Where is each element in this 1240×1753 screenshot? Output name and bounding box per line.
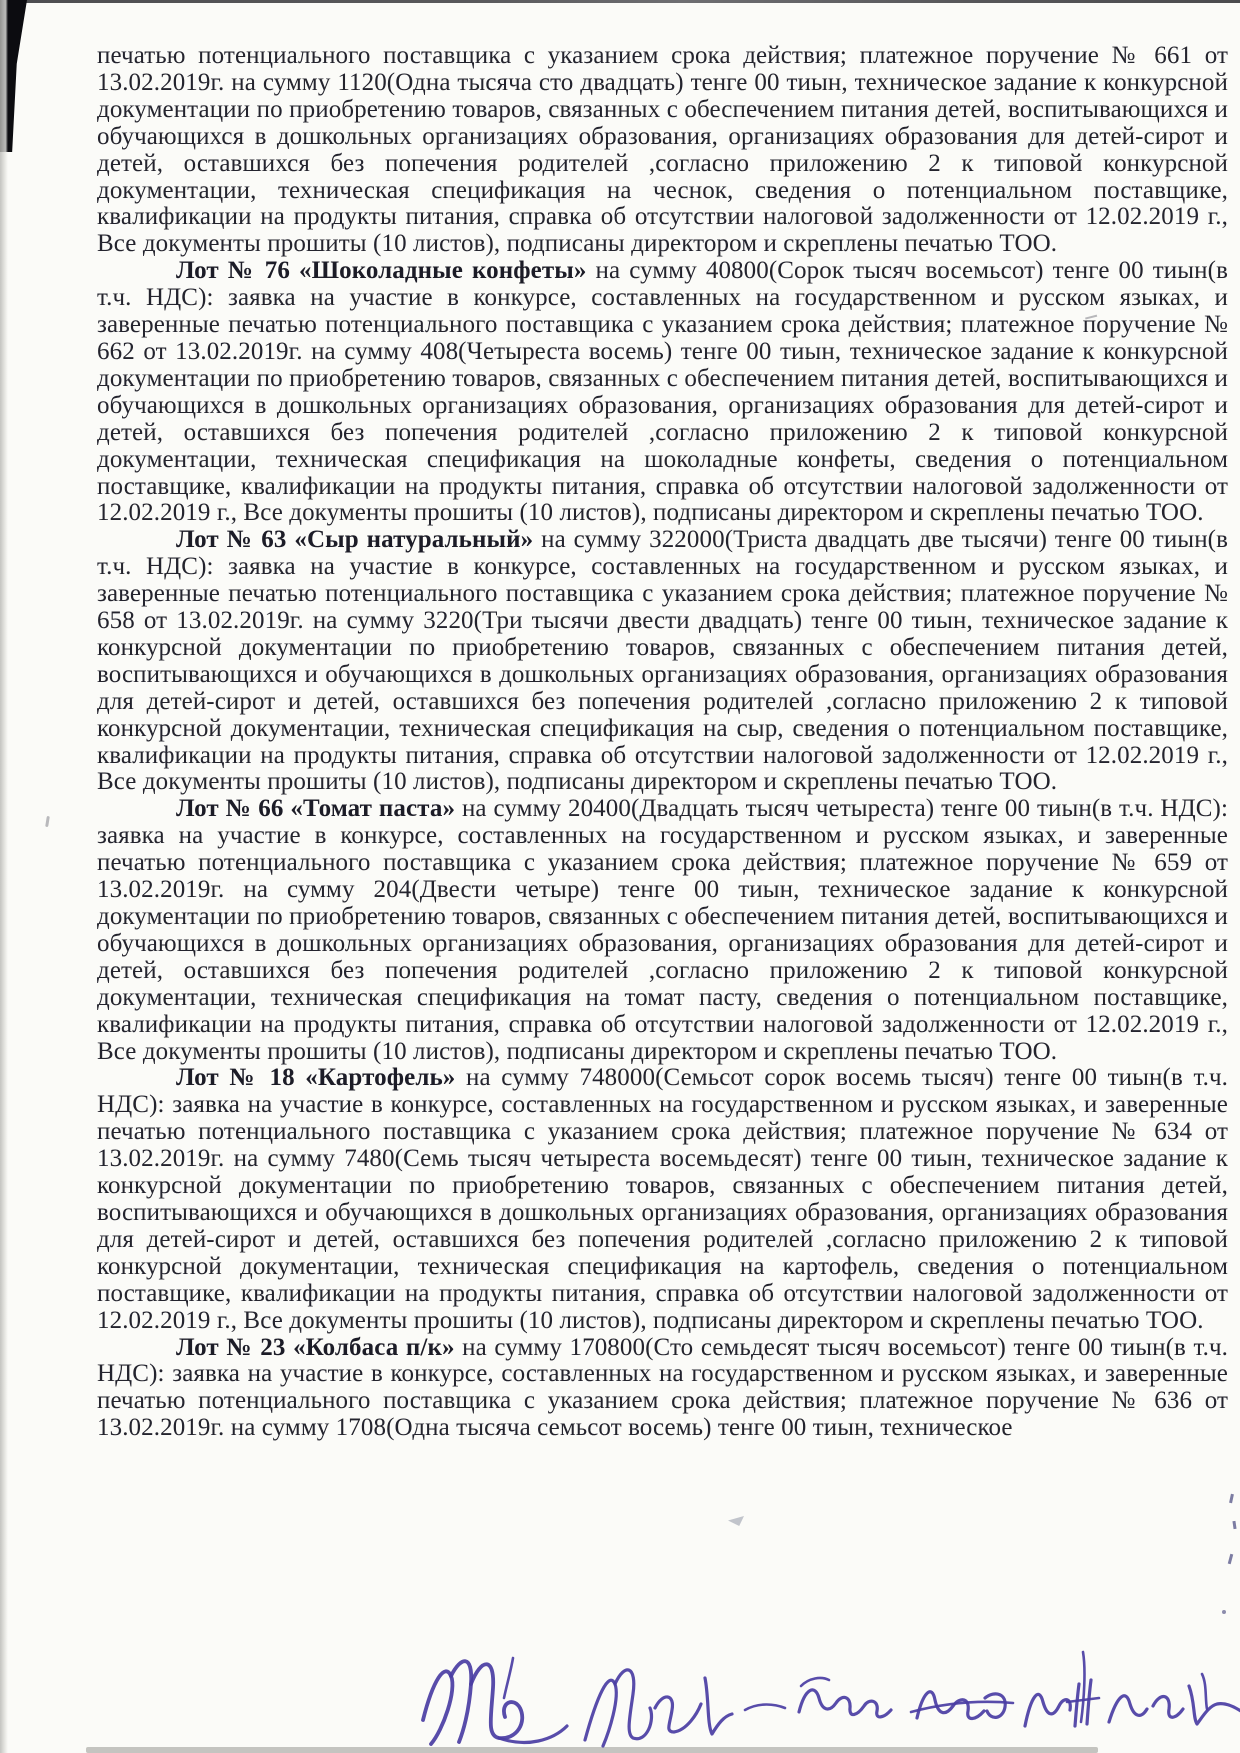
lot-heading: Лот № 76 «Шоколадные конфеты»	[176, 257, 587, 285]
scan-artifact-bottom-edge	[86, 1747, 1098, 1753]
paragraph-lot-76-chocolate	[97, 258, 1228, 527]
paragraph-continuation-garlic	[97, 43, 1228, 258]
signature-1	[423, 1661, 567, 1744]
lot-heading: Лот № 63 «Сыр натуральный»	[176, 526, 534, 554]
paragraph-lot-18-potato	[97, 1065, 1228, 1334]
paragraph-lot-63-cheese	[97, 527, 1228, 796]
scan-artifact-smudge	[728, 1516, 744, 1526]
document-text-block	[97, 43, 1228, 1442]
scan-artifact-ink-dot	[1228, 1554, 1233, 1564]
signature-3	[799, 1678, 891, 1717]
signature-6	[1109, 1674, 1240, 1724]
paragraph-text: печатью потенциального поставщика с указанием срока действия; платежное поручение № 661 от 13.02.2019г. на сумму 1120(Одна тысяча сто двадцать) тенге 00 тиын, техническое задание к конкурсной документации по приобретению товаров, связанных с обеспечением питания детей, воспитывающихся и обучающихся в дошкольных организациях образования, организациях образования для детей-сирот и детей, оставшихся без попечения родителей ,согласно приложению 2 к типовой конкурсной документации, техническая спецификация на чеснок, сведения о потенциальном поставщике, квалификации на продукты питания, справка об отсутствии налоговой задолженности от 12.02.2019 г., Все документы прошиты (10 листов), подписаны директором и скреплены печатью ТОО.	[97, 42, 1228, 258]
lot-heading: Лот № 23 «Колбаса п/к»	[176, 1333, 455, 1361]
paragraph-text: на сумму 322000(Триста двадцать две тысячи) тенге 00 тиын(в т.ч. НДС): заявка на участие в конкурсе, составленных на государственном и русском языках, и заверенные печатью потенциального поставщика с указанием срока действия; платежное поручение № 658 от 13.02.2019г. на сумму 3220(Три тысячи двести двадцать) тенге 00 тиын, техническое задание к конкурсной документации по приобретению товаров, связанных с обеспечением питания детей, воспитывающихся и обучающихся в дошкольных организациях образования, организациях образования для детей-сирот и детей, оставшихся без попечения родителей ,согласно приложению 2 к типовой конкурсной документации, техническая спецификация на сыр, сведения о потенциальном поставщике, квалификации на продукты питания, справка об отсутствии налоговой задолженности от 12.02.2019 г., Все документы прошиты (10 листов), подписаны директором и скреплены печатью ТОО.	[97, 526, 1229, 796]
paragraph-text: на сумму 748000(Семьсот сорок восемь тысяч) тенге 00 тиын(в т.ч. НДС): заявка на участие в конкурсе, составленных на государственном и русском языках, и заверенные печатью потенциального поставщика с указанием срока действия; платежное поручение № 634 от 13.02.2019г. на сумму 7480(Семь тысяч четыреста восемьдесят) тенге 00 тиын, техническое задание к конкурсной документации по приобретению товаров, связанных с обеспечением питания детей, воспитывающихся и обучающихся в дошкольных организациях образования, организациях образования для детей-сирот и детей, оставшихся без попечения родителей ,согласно приложению 2 к типовой конкурсной документации, техническая спецификация на картофель, сведения о потенциальном поставщике, квалификации на продукты питания, справка об отсутствии налоговой задолженности от 12.02.2019 г., Все документы прошиты (10 листов), подписаны директором и скреплены печатью ТОО.	[97, 1064, 1229, 1334]
scan-artifact-left-edge	[0, 0, 8, 1753]
lot-heading: Лот № 66 «Томат паста»	[176, 795, 456, 823]
paragraph-text: на сумму 170800(Сто семьдесят тысяч восемьсот) тенге 00 тиын(в т.ч. НДС): заявка на участие в конкурсе, составленных на государственном и русском языках, и заверенные печатью потенциального поставщика с указанием срока действия; платежное поручение № 636 от 13.02.2019г. на сумму 1708(Одна тысяча семьсот восемь) тенге 00 тиын, техническое	[97, 1333, 1228, 1442]
scan-artifact-left-tick	[45, 816, 50, 827]
pen-stroke-slash	[504, 1658, 513, 1698]
paragraph-lot-23-sausage	[97, 1335, 1228, 1443]
paragraph-lot-66-tomato	[97, 796, 1228, 1065]
scan-artifact-ink-dot	[1229, 1494, 1234, 1503]
signature-2	[585, 1670, 785, 1746]
signature-5	[1025, 1652, 1099, 1726]
scan-artifact-ink-dot	[1232, 1521, 1236, 1529]
handwritten-signatures	[405, 1600, 1240, 1753]
scan-artifact-top-edge	[0, 0, 1240, 3]
signature-4	[911, 1692, 1013, 1719]
paragraph-text: на сумму 20400(Двадцать тысяч четыреста) тенге 00 тиын(в т.ч. НДС): заявка на участие в конкурсе, составленных на государственном и русском языках, и заверенные печатью потенциального поставщика с указанием срока действия; платежное поручение № 659 от 13.02.2019г. на сумму 204(Двести четыре) тенге 00 тиын, техническое задание к конкурсной документации по приобретению товаров, связанных с обеспечением питания детей, воспитывающихся и обучающихся в дошкольных организациях образования, организациях образования для детей-сирот и детей, оставшихся без попечения родителей ,согласно приложению 2 к типовой конкурсной документации, техническая спецификация на томат пасту, сведения о потенциальном поставщике, квалификации на продукты питания, справка об отсутствии налоговой задолженности от 12.02.2019 г., Все документы прошиты (10 листов), подписаны директором и скреплены печатью ТОО.	[97, 795, 1228, 1065]
paragraph-text: на сумму 40800(Сорок тысяч восемьсот) тенге 00 тиын(в т.ч. НДС): заявка на участие в конкурсе, составленных на государственном и русском языках, и заверенные печатью потенциального поставщика с указанием срока действия; платежное поручение № 662 от 13.02.2019г. на сумму 408(Четыреста восемь) тенге 00 тиын, техническое задание к конкурсной документации по приобретению товаров, связанных с обеспечением питания детей, воспитывающихся и обучающихся в дошкольных организациях образования, организациях образования для детей-сирот и детей, оставшихся без попечения родителей ,согласно приложению 2 к типовой конкурсной документации, техническая спецификация на шоколадные конфеты, сведения о потенциальном поставщике, квалификации на продукты питания, справка об отсутствии налоговой задолженности от 12.02.2019 г., Все документы прошиты (10 листов), подписаны директором и скреплены печатью ТОО.	[97, 257, 1228, 527]
scan-artifact-ink-dot	[1222, 1610, 1226, 1614]
lot-heading: Лот № 18 «Картофель»	[176, 1064, 456, 1092]
